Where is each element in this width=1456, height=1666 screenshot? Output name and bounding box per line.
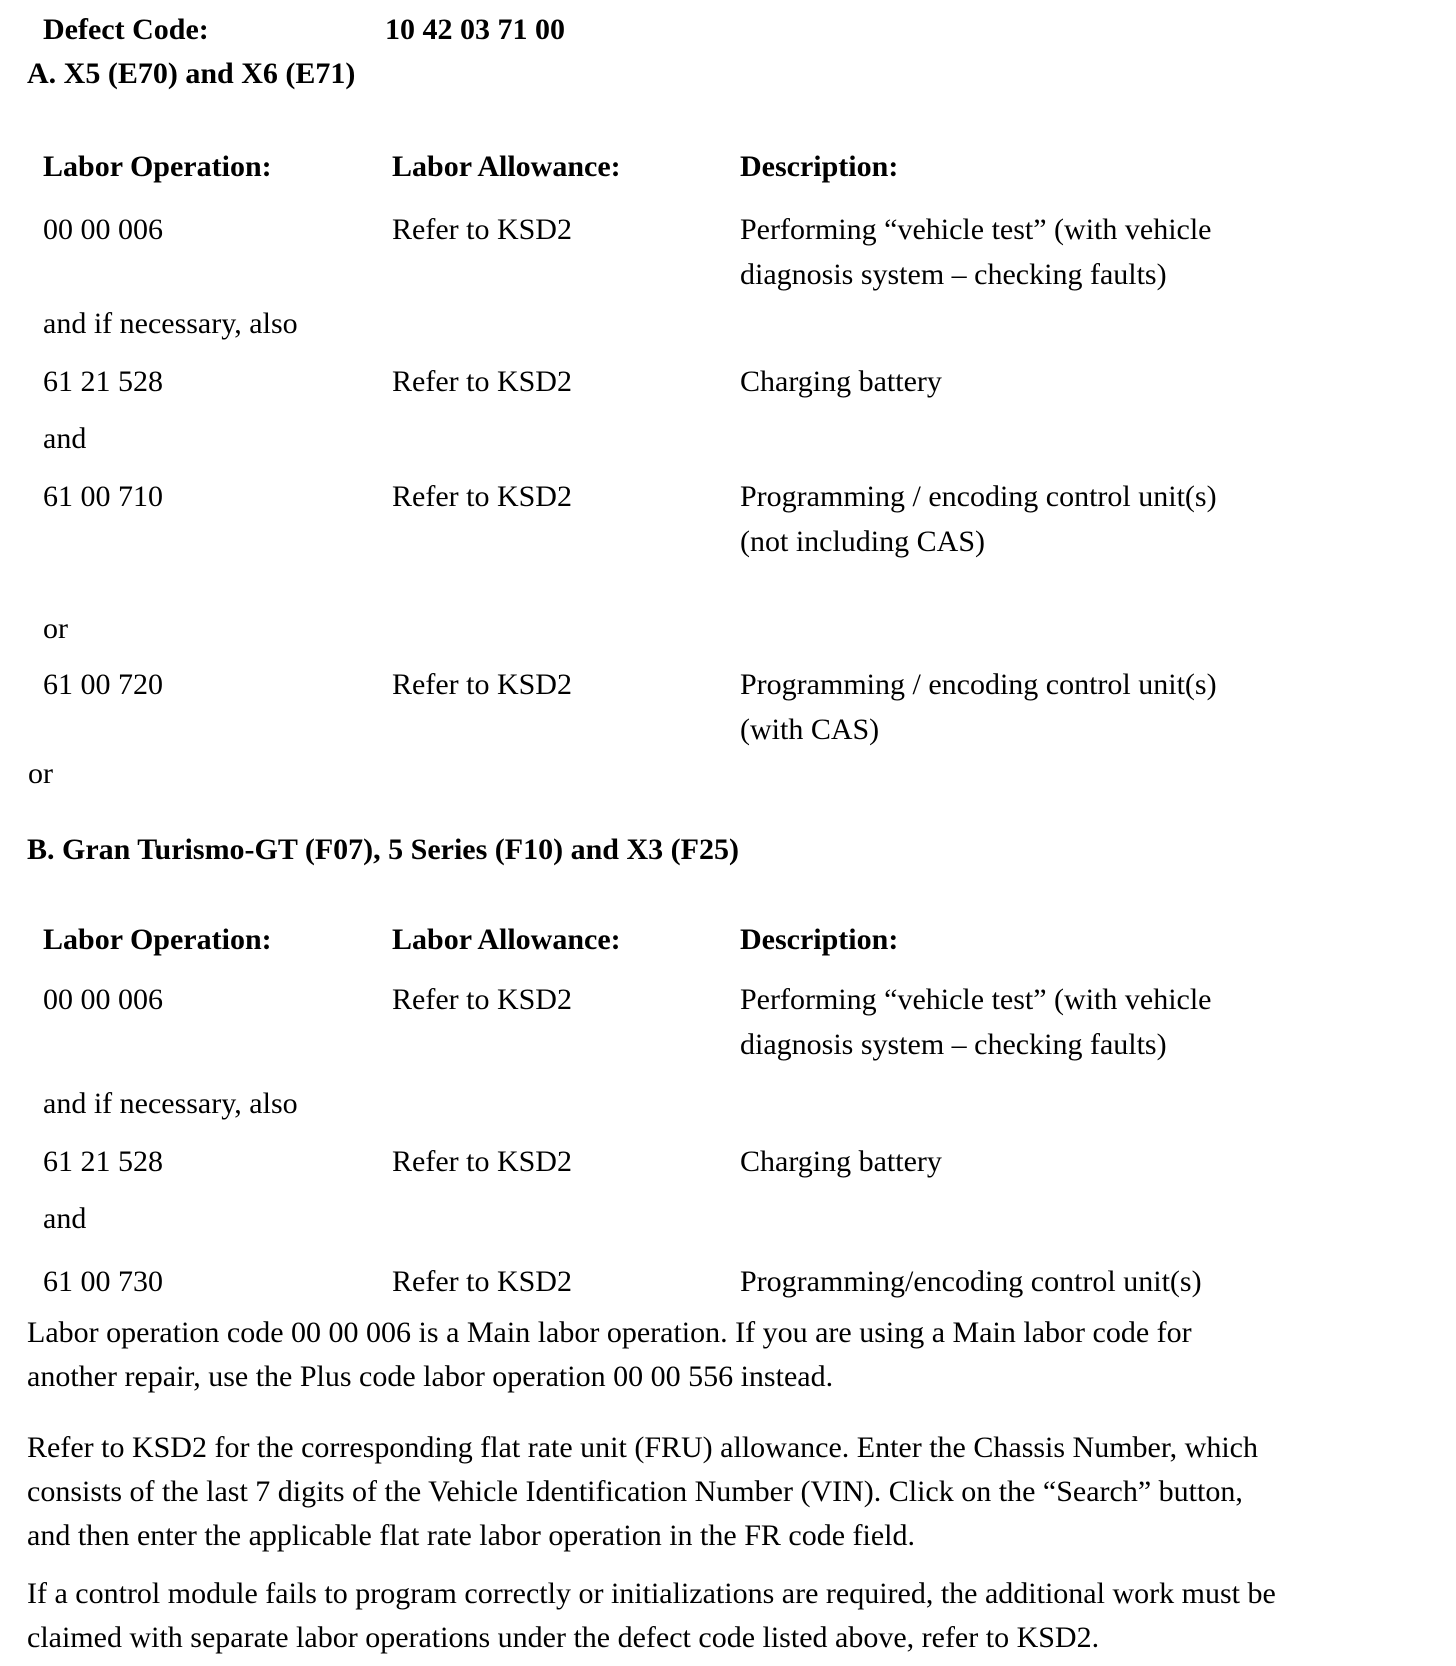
labor-allowance-cell: Refer to KSD2 [392, 480, 572, 513]
connector-text: and if necessary, also [43, 307, 298, 340]
connector-text: or [28, 757, 53, 790]
description-cell [740, 1259, 1202, 1304]
defect-code-label: Defect Code: [43, 13, 209, 46]
description-line: Programming / encoding control unit(s) [740, 668, 1217, 701]
description-line: (with CAS) [740, 713, 880, 746]
description-line: Performing “vehicle test” (with vehicle [740, 983, 1212, 1016]
column-header-labor-allowance: Labor Allowance: [392, 150, 621, 183]
section-b-heading: B. Gran Turismo-GT (F07), 5 Series (F10) and X3 (F25) [27, 833, 739, 866]
defect-code-value: 10 42 03 71 00 [385, 13, 565, 46]
note-paragraph [27, 1311, 1192, 1399]
connector-text: and [43, 1202, 87, 1235]
column-header-labor-operation: Labor Operation: [43, 150, 272, 183]
labor-operation-cell: 61 00 720 [43, 668, 163, 701]
description-line: diagnosis system – checking faults) [740, 258, 1167, 291]
connector-text: or [43, 612, 68, 645]
labor-operation-cell: 61 00 710 [43, 480, 163, 513]
labor-allowance-cell: Refer to KSD2 [392, 365, 572, 398]
note-line: If a control module fails to program correctly or initializations are required, the additional work must be [27, 1577, 1276, 1610]
note-line: claimed with separate labor operations under the defect code listed above, refer to KSD2. [27, 1621, 1100, 1654]
labor-operation-cell: 61 00 730 [43, 1265, 163, 1298]
connector-text: and if necessary, also [43, 1087, 298, 1120]
labor-operation-cell: 00 00 006 [43, 983, 163, 1016]
note-line: Labor operation code 00 00 006 is a Main labor operation. If you are using a Main labor code for [27, 1316, 1192, 1349]
note-paragraph [27, 1426, 1258, 1558]
description-line: Performing “vehicle test” (with vehicle [740, 213, 1212, 246]
description-line: Charging battery [740, 365, 942, 398]
labor-allowance-cell: Refer to KSD2 [392, 1265, 572, 1298]
description-cell [740, 474, 1217, 564]
labor-allowance-cell: Refer to KSD2 [392, 1145, 572, 1178]
description-cell [740, 1139, 942, 1184]
column-header-description: Description: [740, 923, 899, 956]
description-line: Programming / encoding control unit(s) [740, 480, 1217, 513]
column-header-description: Description: [740, 150, 899, 183]
labor-operation-cell: 00 00 006 [43, 213, 163, 246]
note-line: another repair, use the Plus code labor operation 00 00 556 instead. [27, 1360, 834, 1393]
labor-allowance-cell: Refer to KSD2 [392, 213, 572, 246]
description-line: Charging battery [740, 1145, 942, 1178]
description-cell [740, 207, 1212, 297]
column-header-labor-operation: Labor Operation: [43, 923, 272, 956]
description-cell [740, 977, 1212, 1067]
section-a-heading: A. X5 (E70) and X6 (E71) [27, 57, 356, 90]
note-line: consists of the last 7 digits of the Vehicle Identification Number (VIN). Click on the “Search” button, [27, 1475, 1243, 1508]
note-line: Refer to KSD2 for the corresponding flat rate unit (FRU) allowance. Enter the Chassis Number, which [27, 1431, 1258, 1464]
description-cell [740, 662, 1217, 752]
description-cell [740, 359, 942, 404]
note-line: and then enter the applicable flat rate labor operation in the FR code field. [27, 1519, 915, 1552]
connector-text: and [43, 422, 87, 455]
labor-operation-cell: 61 21 528 [43, 1145, 163, 1178]
labor-allowance-cell: Refer to KSD2 [392, 983, 572, 1016]
description-line: Programming/encoding control unit(s) [740, 1265, 1202, 1298]
labor-operation-cell: 61 21 528 [43, 365, 163, 398]
column-header-labor-allowance: Labor Allowance: [392, 923, 621, 956]
note-paragraph [27, 1572, 1276, 1660]
labor-allowance-cell: Refer to KSD2 [392, 668, 572, 701]
description-line: diagnosis system – checking faults) [740, 1028, 1167, 1061]
description-line: (not including CAS) [740, 525, 985, 558]
